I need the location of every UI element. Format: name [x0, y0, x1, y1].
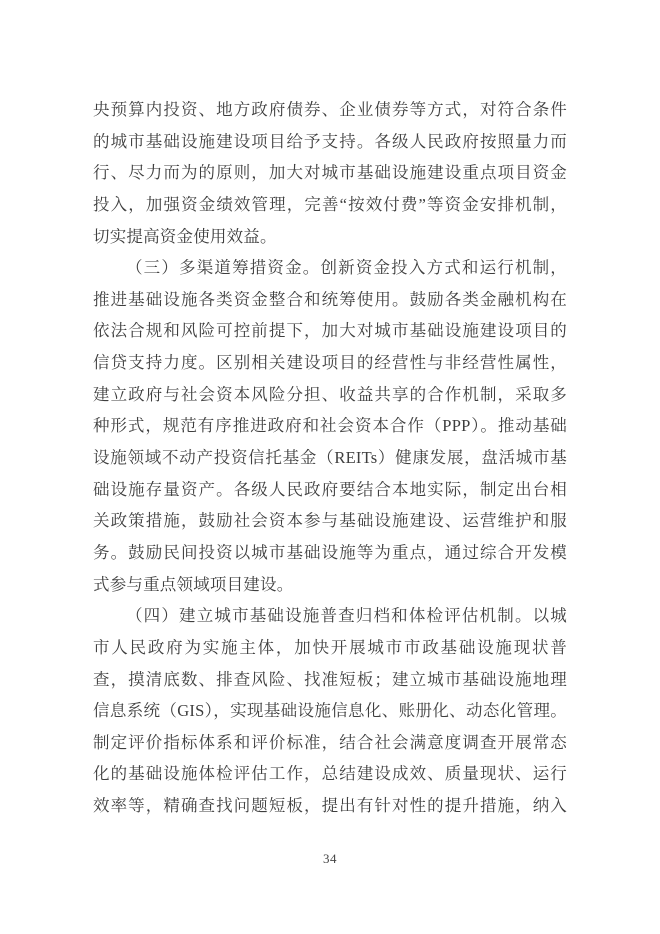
text-line: （四）建立城市基础设施普查归档和体检评估机制。以城: [126, 606, 567, 626]
text-line: 础设施存量资产。各级人民政府要结合本地实际，制定出台相: [93, 479, 567, 499]
text-line: 种形式，规范有序推进政府和社会资本合作（PPP）。推动基础: [93, 416, 567, 436]
text-line: 市人民政府为实施主体，加快开展城市市政基础设施现状普: [93, 637, 567, 657]
text-line: 关政策措施，鼓励社会资本参与基础设施建设、运营维护和服: [93, 511, 567, 531]
text-line: （三）多渠道筹措资金。创新资金投入方式和运行机制，: [126, 258, 567, 278]
text-line: 投入，加强资金绩效管理，完善“按效付费”等资金安排机制，: [93, 194, 567, 214]
text-line: 效率等，精确查找问题短板，提出有针对性的提升措施，纳入: [93, 796, 567, 816]
text-line: 化的基础设施体检评估工作，总结建设成效、质量现状、运行: [93, 764, 567, 784]
text-line: 设施领域不动产投资信托基金（REITs）健康发展，盘活城市基: [93, 448, 567, 468]
text-line: 查，摸清底数、排查风险、找准短板；建立城市基础设施地理: [93, 669, 567, 689]
text-line: 的城市基础设施建设项目给予支持。各级人民政府按照量力而: [93, 131, 567, 151]
page-footer: [93, 850, 567, 868]
text-line: 式参与重点领域项目建设。: [93, 574, 294, 594]
text-line: 务。鼓励民间投资以城市基础设施等为重点，通过综合开发模: [93, 542, 567, 562]
text-line: 切实提高资金使用效益。: [93, 226, 277, 246]
text-line: 推进基础设施各类资金整合和统筹使用。鼓励各类金融机构在: [93, 289, 567, 309]
text-line: 建立政府与社会资本风险分担、收益共享的合作机制，采取多: [93, 384, 567, 404]
text-line: 依法合规和风险可控前提下，加大对城市基础设施建设项目的: [93, 321, 567, 341]
text-line: 行、尽力而为的原则，加大对城市基础设施建设重点项目资金: [93, 163, 567, 183]
text-line: 央预算内投资、地方政府债券、企业债券等方式，对符合条件: [93, 100, 567, 119]
text-line: 制定评价指标体系和评价标准，结合社会满意度调查开展常态: [93, 732, 567, 752]
text-line: 信息系统（GIS），实现基础设施信息化、账册化、动态化管理。: [93, 701, 567, 721]
page-number: 34: [323, 851, 337, 866]
body-text-block: [93, 94, 567, 822]
text-line: 信贷支持力度。区别相关建设项目的经营性与非经营性属性，: [93, 353, 567, 373]
